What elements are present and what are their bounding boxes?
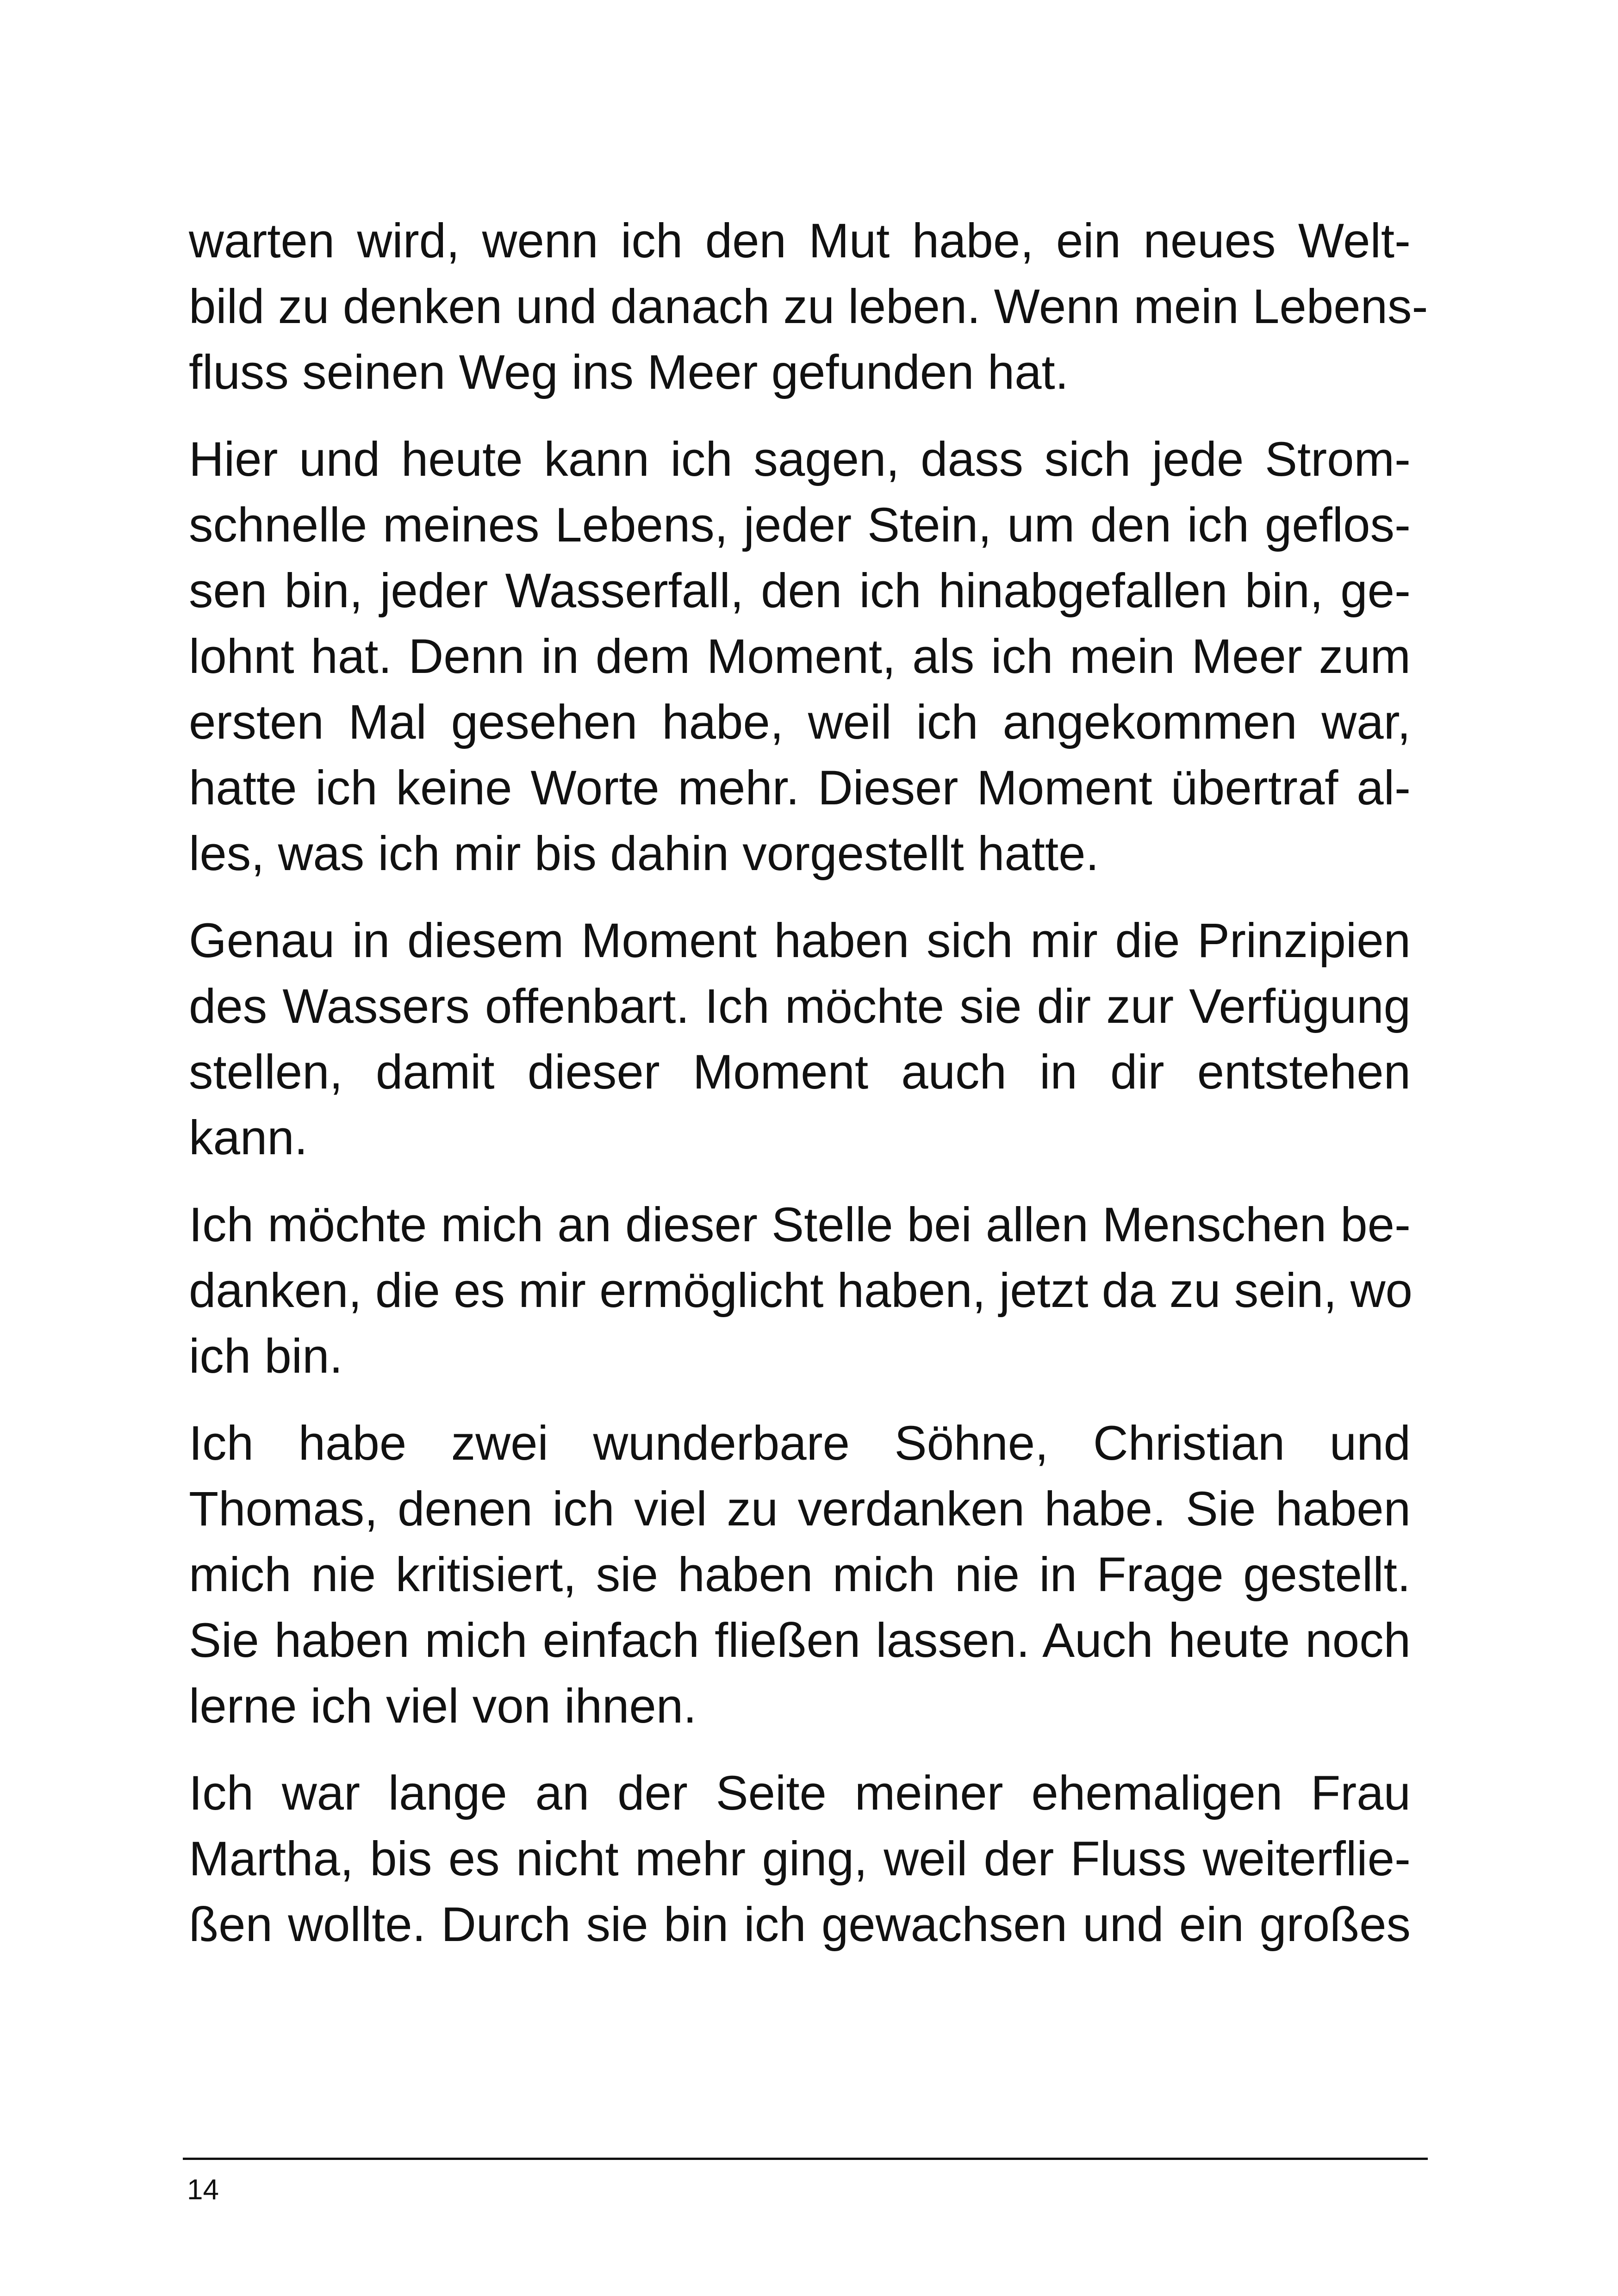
text-line: ersten Mal gesehen habe, weil ich angekommen war, <box>189 695 1411 749</box>
footer-divider <box>183 2158 1428 2160</box>
paragraph-4 <box>189 1192 1411 1389</box>
text-line: ich bin. <box>189 1329 343 1383</box>
text-line: Ich möchte mich an dieser Stelle bei allen Menschen be- <box>189 1198 1411 1252</box>
paragraph-3 <box>189 908 1411 1171</box>
paragraph-5 <box>189 1411 1411 1739</box>
paragraph-6 <box>189 1761 1411 1958</box>
text-line: danken, die es mir ermöglicht haben, jetzt da zu sein, wo <box>189 1263 1413 1318</box>
text-line: lohnt hat. Denn in dem Moment, als ich mein Meer zum <box>189 629 1411 684</box>
text-line: sen bin, jeder Wasserfall, den ich hinabgefallen bin, ge- <box>189 564 1411 618</box>
text-line: bild zu denken und danach zu leben. Wenn mein Lebens- <box>189 280 1428 334</box>
text-line: des Wassers offenbart. Ich möchte sie dir zur Verfügung <box>189 979 1411 1033</box>
text-line: Ich war lange an der Seite meiner ehemaligen Frau <box>189 1766 1411 1820</box>
paragraph-1 <box>189 208 1428 405</box>
text-line: les, was ich mir bis dahin vorgestellt hatte. <box>189 827 1099 881</box>
text-line: fluss seinen Weg ins Meer gefunden hat. <box>189 345 1069 399</box>
text-line: Genau in diesem Moment haben sich mir die Prinzipien <box>189 914 1411 968</box>
text-line: mich nie kritisiert, sie haben mich nie in Frage gestellt. <box>189 1548 1411 1602</box>
text-line: warten wird, wenn ich den Mut habe, ein neues Welt- <box>189 214 1411 268</box>
text-line: ßen wollte. Durch sie bin ich gewachsen und ein großes <box>189 1898 1411 1952</box>
text-line: stellen, damit dieser Moment auch in dir entstehen <box>189 1045 1411 1099</box>
text-line: hatte ich keine Worte mehr. Dieser Moment übertraf al- <box>189 761 1411 815</box>
text-line: Thomas, denen ich viel zu verdanken habe. Sie haben <box>189 1482 1411 1536</box>
text-line: lerne ich viel von ihnen. <box>189 1679 697 1733</box>
text-line: Ich habe zwei wunderbare Söhne, Christian und <box>189 1416 1411 1470</box>
text-line: Hier und heute kann ich sagen, dass sich jede Strom- <box>189 432 1411 486</box>
body-text <box>189 208 1428 1979</box>
text-line: Martha, bis es nicht mehr ging, weil der Fluss weiterflie- <box>189 1832 1411 1886</box>
text-line: schnelle meines Lebens, jeder Stein, um den ich geflos- <box>189 498 1411 552</box>
page-number: 14 <box>187 2174 219 2206</box>
paragraph-2 <box>189 427 1411 887</box>
text-line: kann. <box>189 1111 308 1165</box>
text-line: Sie haben mich einfach fließen lassen. Auch heute noch <box>189 1613 1411 1668</box>
